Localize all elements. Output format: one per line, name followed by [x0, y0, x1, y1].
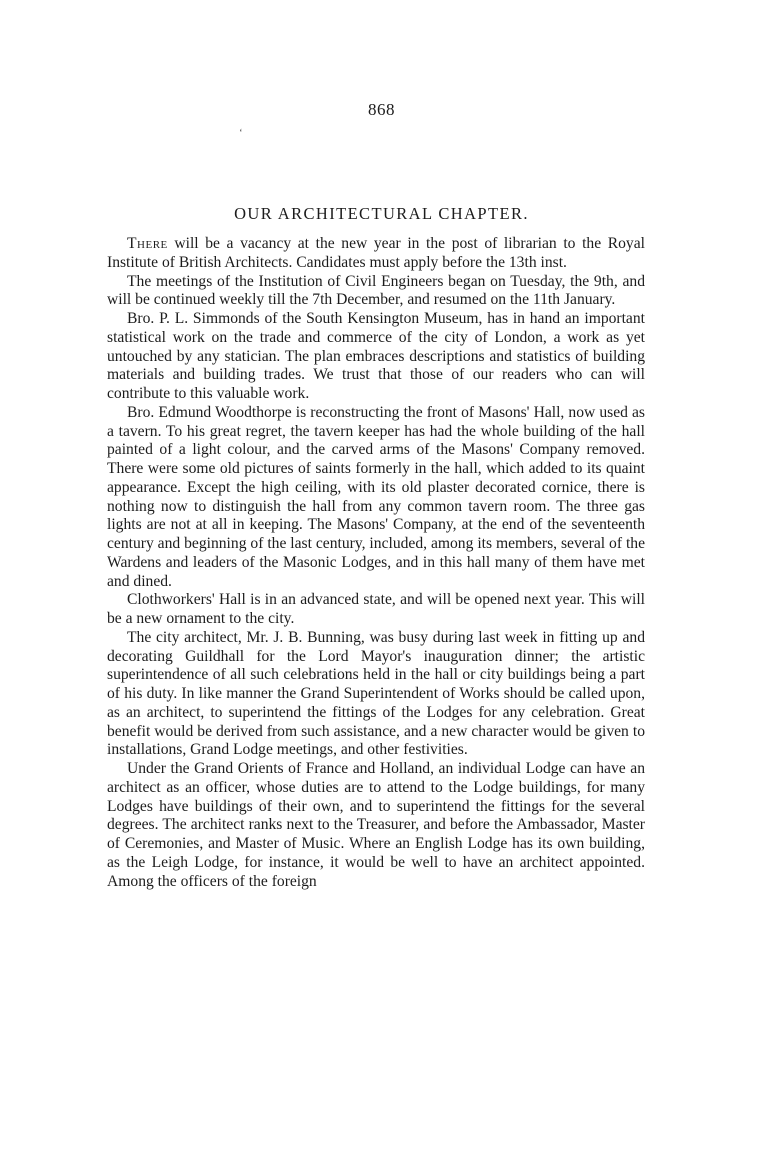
- paragraph: Under the Grand Orients of France and Holland, an individual Lodge can have an architect as an officer, whose duties are to attend to the Lodge buildings, for many Lodges have buildings of their own, and to superintend the fittings for the several degrees. The architect ranks next to the Treasurer, and before the Ambassador, Master of Ceremonies, and Master of Music. Where an English Lodge has its own building, as the Leigh Lodge, for instance, it would be well to have an architect appointed. Among the officers of the foreign: [107, 760, 645, 890]
- article-title: OUR ARCHITECTURAL CHAPTER.: [234, 204, 529, 223]
- paragraph-text: will be a vacancy at the new year in the post of librarian to the Royal Institute of British Architects. Candidates must apply before the 13th inst.: [107, 235, 645, 271]
- paragraph: Bro. Edmund Woodthorpe is reconstructing the front of Masons' Hall, now used as a tavern. To his great regret, the tavern keeper has had the whole building of the hall painted of a light colour, and the carved arms of the Masons' Company removed. There were some old pictures of saints formerly in the hall, which added to its quaint appearance. Except the high ceiling, with its old plaster decorated cornice, there is nothing now to distinguish the hall from any common tavern room. The three gas lights are not at all in keeping. The Masons' Company, at the end of the seventeenth century and beginning of the last century, included, among its members, several of the Wardens and leaders of the Masonic Lodges, and in this hall many of them have met and dined.: [107, 403, 645, 590]
- page-number: 868: [368, 100, 395, 119]
- opening-word: There: [127, 235, 168, 252]
- paragraph: [107, 235, 645, 273]
- paragraph: Bro. P. L. Simmonds of the South Kensington Museum, has in hand an important statistical work on the trade and commerce of the city of London, a work as yet untouched by any statician. The plan embraces descriptions and statistics of building materials and building trades. We trust that those of our readers who can will contribute to this valuable work.: [107, 310, 645, 402]
- paragraph: Clothworkers' Hall is in an advanced state, and will be opened next year. This will be a new ornament to the city.: [107, 591, 645, 627]
- article-body: [107, 235, 645, 891]
- paragraph: The meetings of the Institution of Civil Engineers began on Tuesday, the 9th, and will be continued weekly till the 7th December, and resumed on the 11th January.: [107, 272, 645, 309]
- paragraph: The city architect, Mr. J. B. Bunning, was busy during last week in fitting up and decorating Guildhall for the Lord Mayor's inauguration dinner; the artistic superintendence of all such celebrations held in the hall or city buildings being a part of his duty. In like manner the Grand Superintendent of Works should be called upon, as an architect, to superintend the fittings of the Lodges for any celebration. Great benefit would be derived from such assistance, and a new character would be given to installations, Grand Lodge meetings, and other festivities.: [107, 628, 645, 759]
- stray-print-mark: ‘: [239, 127, 243, 139]
